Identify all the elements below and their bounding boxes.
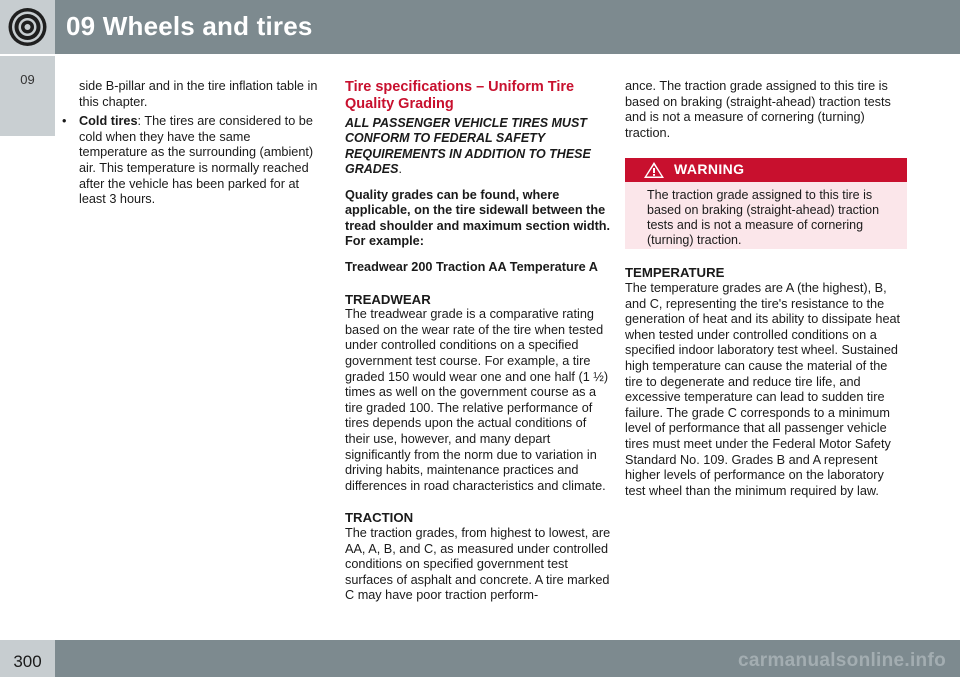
traction-paragraph: The traction grades, from highest to lowest, are AA, A, B, and C, as measured under controlled conditions on specified government test surfaces of asphalt and concrete. A tire marked C may have poor traction perform- <box>345 525 611 603</box>
page-number: 300 <box>13 652 42 671</box>
chapter-side-tab-label: 09 <box>20 72 35 87</box>
warning-label: WARNING <box>674 161 745 178</box>
warning-header <box>625 158 907 182</box>
quality-grades-paragraph: Quality grades can be found, where applicable, on the tire sidewall between the tread shoulder and maximum section width. For example: <box>345 187 611 249</box>
temperature-paragraph: The temperature grades are A (the highest), B, and C, representing the tire's resistance to the generation of heat and its ability to dissipate heat when tested under controlled conditions on a specified indoor laboratory test wheel. Sustained high temperature can cause the material of the tire to degenerate and reduce tire life, and excessive temperature can lead to sudden tire failure. The grade C corresponds to a minimum level of performance that all passenger vehicle tires must meet under the Federal Motor Safety Standard No. 109. Grades B and A represent higher levels of performance on the laboratory test wheel than the minimum required by law. <box>625 280 901 498</box>
treadwear-paragraph: The treadwear grade is a comparative rating based on the wear rate of the tire when tested under controlled conditions on a specified government test course. For example, a tire graded 150 would wear one and one half (1 ½) times as well on the government course as a tire graded 100. The relative performance of tires depends upon the actual conditions of their use, however, and many depart significantly from the norm due to variation in driving habits, maintenance practices and differences in road characteristics and climate. <box>345 307 609 493</box>
requirement-text: ALL PASSENGER VEHICLE TIRES MUST CONFORM TO FEDERAL SAFETY REQUIREMENTS IN ADDITION TO THESE GRADES <box>345 116 591 177</box>
section-title: Tire specifications – Uniform Tire Quality Grading <box>345 79 575 112</box>
warning-text: The traction grade assigned to this tire is based on braking (straight-ahead) traction tests and is not a measure of cornering (turning) traction. <box>647 188 880 248</box>
chapter-icon-box <box>0 0 55 54</box>
column-3 <box>625 79 907 499</box>
chapter-title: 09 Wheels and tires <box>66 11 313 41</box>
bullet-dot: • <box>62 114 67 129</box>
warning-triangle-icon <box>643 161 665 179</box>
bullet-item-cold-tires <box>62 114 322 208</box>
tire-icon <box>0 0 55 54</box>
bullet-term: Cold tires <box>79 114 138 129</box>
treadwear-heading: TREADWEAR <box>345 291 431 307</box>
chapter-side-tab <box>0 56 55 136</box>
traction-heading: TRACTION <box>345 510 414 526</box>
grading-example: Treadwear 200 Traction AA Temperature A <box>345 260 598 274</box>
requirement-statement <box>345 116 611 178</box>
requirement-period: . <box>398 162 402 177</box>
column-1 <box>62 79 322 208</box>
bullet-text: : The tires are considered to be cold when they have the same temperature as the surrounding (ambient) air. This temperature is normally reached after the vehicle has been parked for at least 3 hours. <box>79 114 314 207</box>
column-2 <box>345 79 611 604</box>
traction-continued-paragraph: ance. The traction grade assigned to this tire is based on braking (straight-ahead) traction tests and is not a measure of cornering (turning) traction. <box>625 79 891 140</box>
continued-paragraph: side B-pillar and in the tire inflation table in this chapter. <box>79 79 318 109</box>
warning-box <box>625 158 907 249</box>
temperature-heading: TEMPERATURE <box>625 265 725 281</box>
watermark-text: carmanualsonline.info <box>738 650 946 671</box>
